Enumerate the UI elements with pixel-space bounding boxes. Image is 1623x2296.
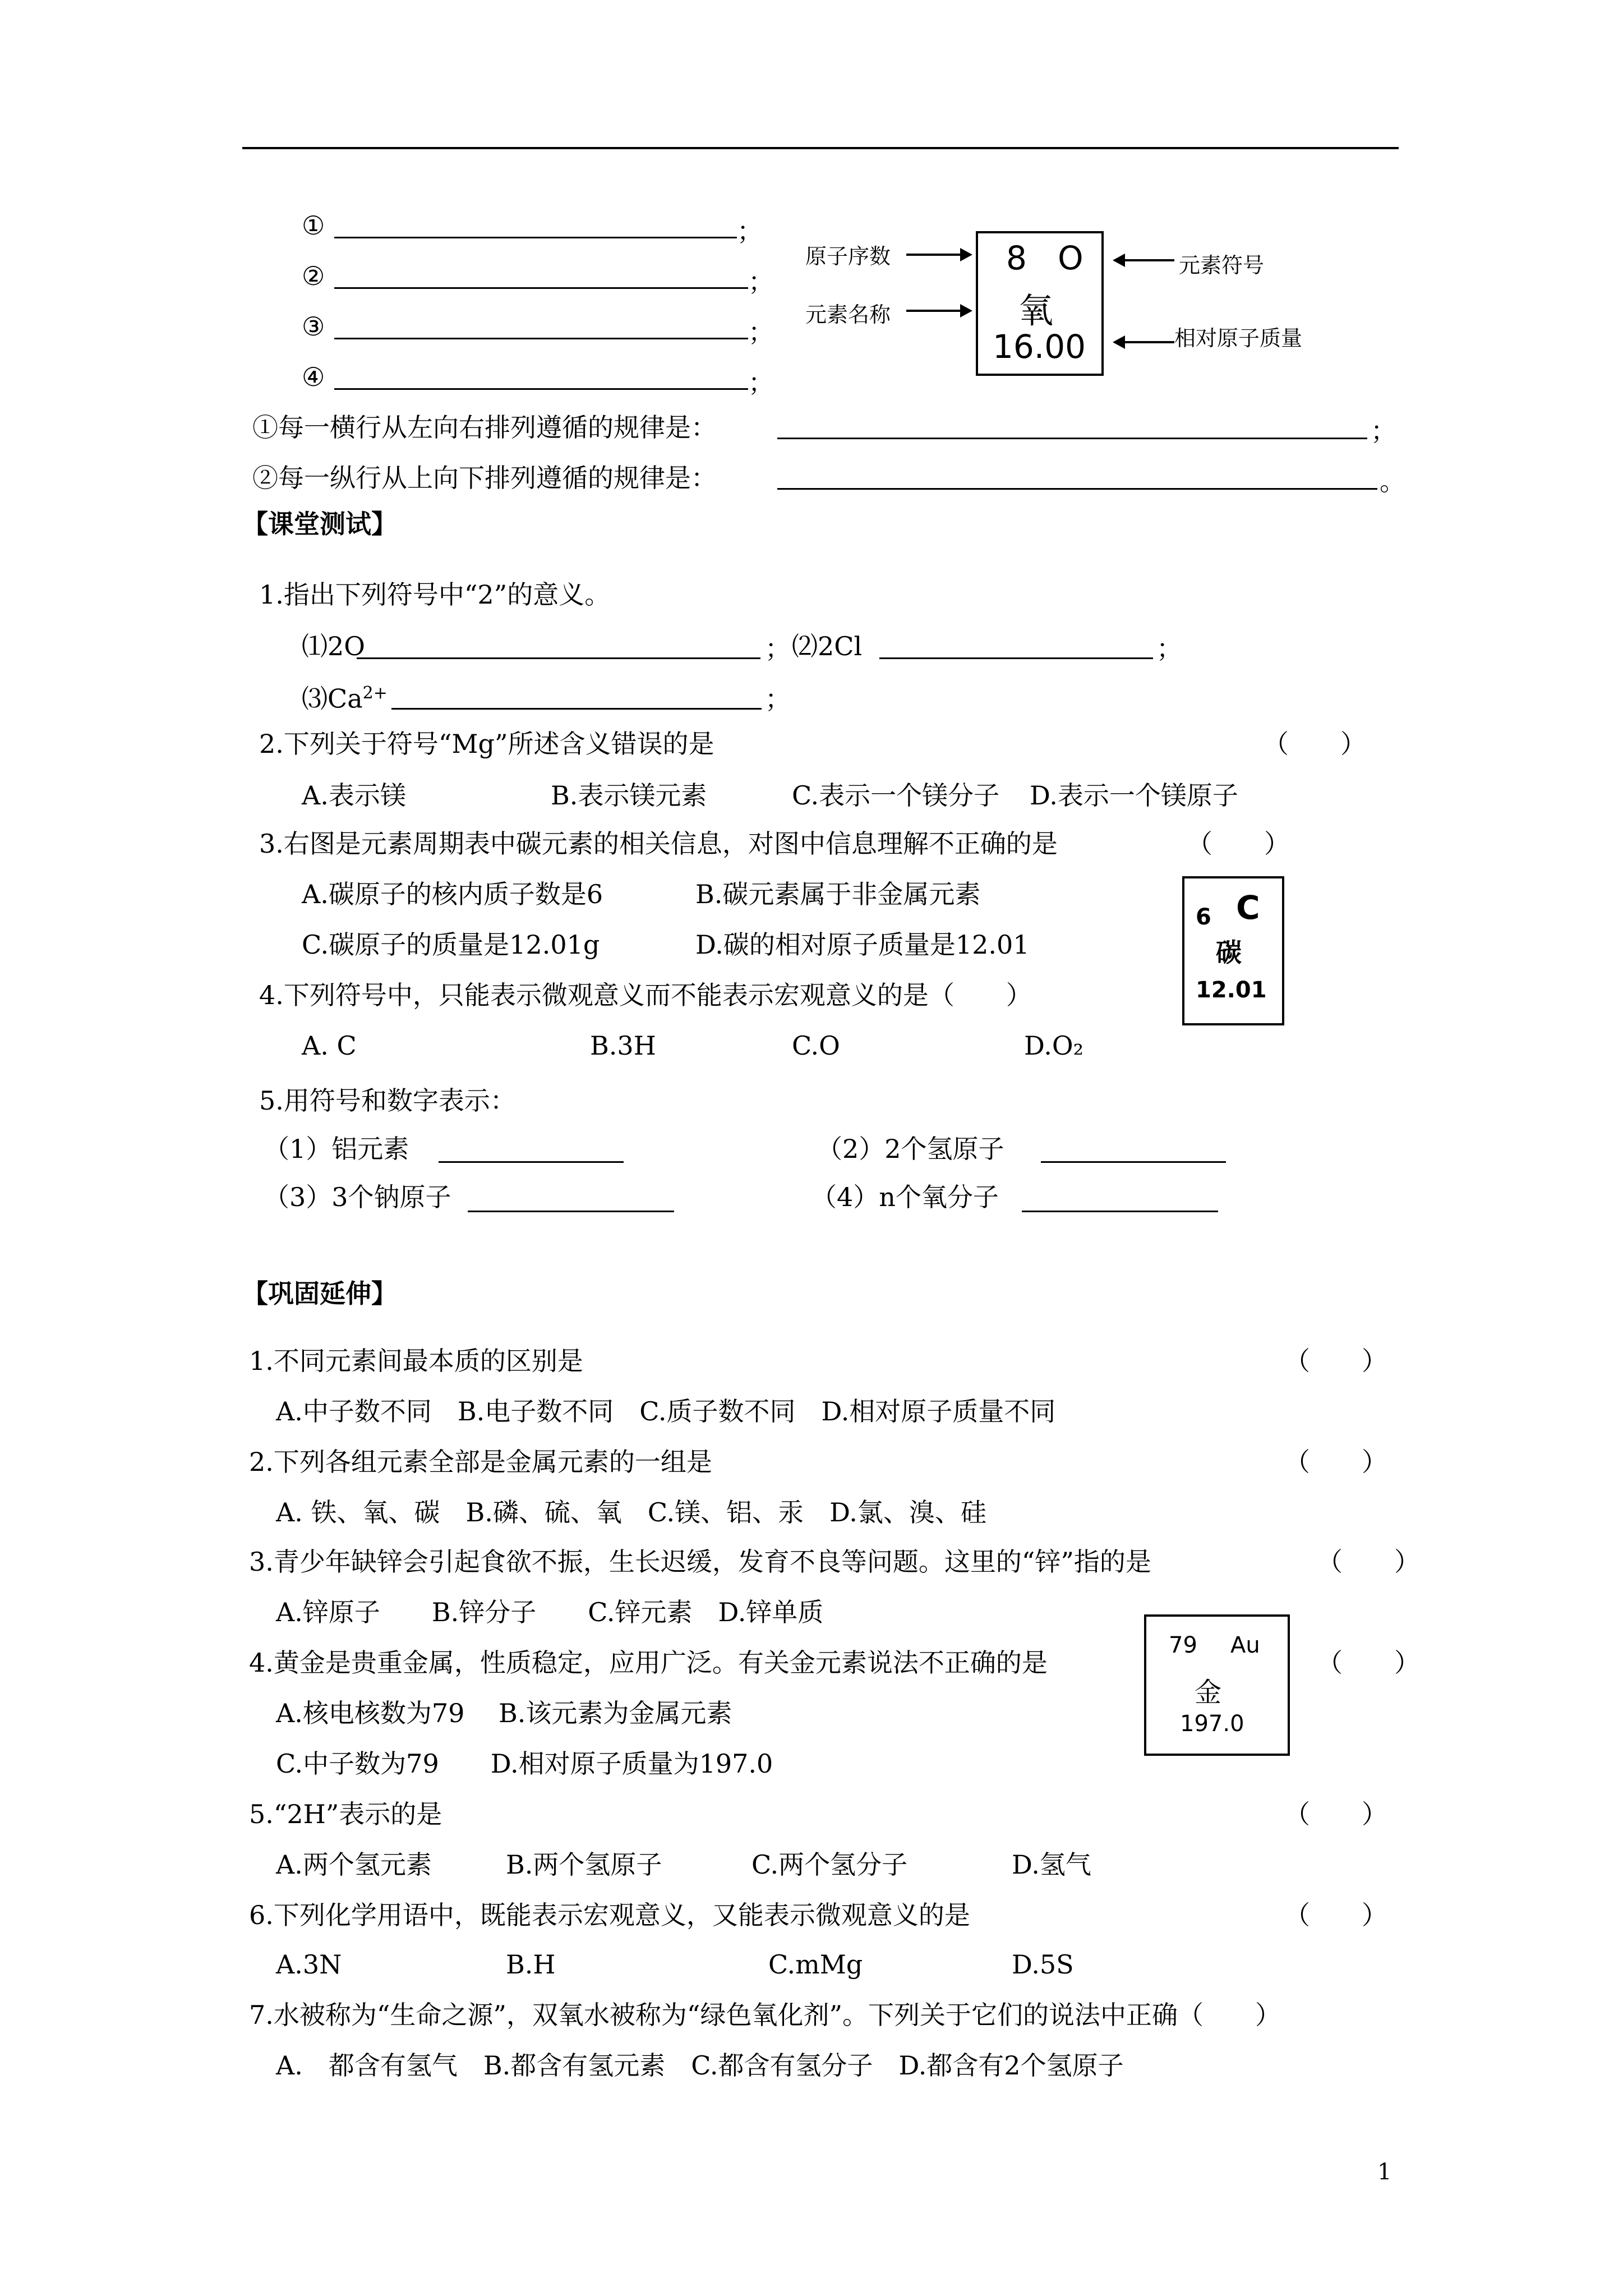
s1-q3-opt-b: B.碳元素属于非金属元素 (695, 879, 981, 909)
rule-col-question: ②每一纵行从上向下排列遵循的规律是： (252, 463, 717, 493)
carbon-name: 碳 (1216, 937, 1242, 968)
s2-q6: 6.下列化学用语中，既能表示宏观意义，又能表示微观意义的是 (249, 1900, 970, 1930)
s1-q2-opt-d: D.表示一个镁原子 (1030, 780, 1238, 811)
atomic-number-label: 原子序数 (805, 244, 891, 269)
gold-name: 金 (1195, 1677, 1222, 1708)
s1-q2-opt-a: A.表示镁 (302, 780, 406, 811)
s2-q2-options: A. 铁、氧、碳 B.磷、硫、氧 C.镁、铝、汞 D.氯、溴、硅 (276, 1497, 986, 1527)
section-title-class-test: 【课堂测试】 (242, 509, 397, 539)
s2-q4: 4.黄金是贵重金属，性质稳定，应用广泛。有关金元素说法不正确的是 (249, 1648, 1048, 1678)
s2-q6-opt-b: B.H (506, 1949, 556, 1980)
element-name: 氧 (1018, 290, 1054, 331)
blank-1-label: ① (302, 210, 325, 241)
semicolon: ； (748, 317, 774, 347)
s2-q5-opt-b: B.两个氢原子 (506, 1849, 662, 1880)
arrow-left-line (1124, 341, 1174, 343)
carbon-element-card (1182, 876, 1284, 1025)
s2-q4-options-2: C.中子数为79 D.相对原子质量为197.0 (276, 1749, 773, 1779)
s1-q1-3-label (302, 677, 388, 715)
element-name-label: 元素名称 (805, 302, 891, 327)
s2-q3: 3.青少年缺锌会引起食欲不振，生长迟缓，发育不良等问题。这里的“锌”指的是 (249, 1547, 1151, 1577)
s1-q1-3-blank[interactable] (391, 708, 762, 710)
s1-q4-opt-d: D.O₂ (1024, 1030, 1084, 1061)
s1-q5-item-3: （3）3个钠原子 (264, 1182, 451, 1212)
s1-q2: 2.下列关于符号“Mg”所述含义错误的是 (259, 729, 714, 759)
semicolon: ； (748, 266, 774, 297)
s2-q5: 5.“2H”表示的是 (249, 1799, 442, 1829)
s1-q4: 4.下列符号中，只能表示微观意义而不能表示宏观意义的是（ ） (259, 980, 1032, 1010)
s1-q2-opt-c: C.表示一个镁分子 (792, 780, 1000, 811)
atomic-number: 8 (1006, 239, 1027, 277)
s1-q1-2-blank[interactable] (879, 657, 1153, 659)
s1-q1-1-label: ⑴2O (302, 631, 365, 661)
arrow-left-icon (1113, 335, 1125, 349)
s1-q5-item-2-blank[interactable] (1041, 1161, 1226, 1163)
s2-q4-options-1: A.核电核数为79 B.该元素为金属元素 (276, 1698, 732, 1728)
carbon-mass: 12.01 (1196, 977, 1267, 1003)
s1-q2-answer-paren: （ ） (1263, 729, 1366, 759)
s1-q5-item-4: （4）n个氧分子 (811, 1182, 999, 1212)
page-number: 1 (1377, 2159, 1392, 2185)
element-symbol: O (1058, 239, 1083, 277)
arrow-left-line (1124, 259, 1174, 261)
section-title-consolidation: 【巩固延伸】 (242, 1278, 397, 1309)
s2-q7-options: A. 都含有氢气 B.都含有氢元素 C.都含有氢分子 D.都含有2个氢原子 (276, 2050, 1124, 2081)
s1-q1-3-charge: 2+ (362, 683, 388, 703)
s1-q3: 3.右图是元素周期表中碳元素的相关信息，对图中信息理解不正确的是 (259, 829, 1058, 859)
gold-number: 79 (1169, 1632, 1197, 1658)
blank-2-label: ② (302, 261, 325, 291)
s2-q3-answer-paren: （ ） (1317, 1547, 1420, 1577)
s1-q2-opt-b: B.表示镁元素 (551, 780, 707, 811)
s1-q5-item-3-blank[interactable] (468, 1211, 674, 1212)
s1-q4-opt-c: C.O (792, 1030, 840, 1061)
s2-q6-opt-c: C.mMg (768, 1949, 863, 1980)
blank-line[interactable] (334, 287, 748, 289)
s2-q7: 7.水被称为“生命之源”，双氧水被称为“绿色氧化剂”。下列关于它们的说法中正确（ ） (249, 2000, 1281, 2030)
s1-q3-opt-d: D.碳的相对原子质量是12.01 (695, 930, 1030, 960)
s2-q6-opt-a: A.3N (276, 1949, 342, 1980)
s1-q5-item-1: （1）铝元素 (264, 1134, 409, 1164)
blank-3-label: ③ (302, 311, 325, 342)
gold-mass: 197.0 (1180, 1711, 1244, 1737)
s2-q2-answer-paren: （ ） (1284, 1447, 1387, 1477)
s1-q3-opt-a: A.碳原子的核内质子数是6 (302, 879, 603, 909)
arrow-left-icon (1113, 254, 1125, 267)
s2-q6-answer-paren: （ ） (1284, 1900, 1387, 1930)
s1-q4-opt-a: A. C (302, 1030, 357, 1061)
mass-label: 相对原子质量 (1174, 326, 1303, 351)
arrow-right-icon (960, 304, 972, 318)
blank-4-label: ④ (302, 362, 325, 392)
s1-q5-item-4-blank[interactable] (1022, 1211, 1218, 1212)
s2-q5-opt-d: D.氢气 (1012, 1849, 1091, 1880)
blank-line[interactable] (334, 237, 737, 238)
rule-row-question: ①每一横行从左向右排列遵循的规律是： (252, 412, 717, 443)
gold-symbol: Au (1230, 1632, 1260, 1658)
s1-q4-opt-b: B.3H (590, 1030, 656, 1061)
s1-q5: 5.用符号和数字表示： (259, 1085, 516, 1116)
s2-q1-options: A.中子数不同 B.电子数不同 C.质子数不同 D.相对原子质量不同 (276, 1396, 1056, 1427)
oxygen-element-card (976, 231, 1104, 376)
semicolon: ； (1371, 416, 1396, 446)
s2-q3-options: A.锌原子 B.锌分子 C.锌元素 D.锌单质 (276, 1597, 824, 1627)
relative-atomic-mass: 16.00 (993, 328, 1086, 366)
period: 。 (1380, 466, 1405, 496)
s1-q1-3-text: ⑶Ca (302, 683, 363, 714)
s2-q5-answer-paren: （ ） (1284, 1799, 1387, 1829)
s2-q6-opt-d: D.5S (1012, 1949, 1074, 1980)
s2-q5-opt-a: A.两个氢元素 (276, 1849, 432, 1880)
s2-q2: 2.下列各组元素全部是金属元素的一组是 (249, 1447, 712, 1477)
s2-q5-opt-c: C.两个氢分子 (751, 1849, 908, 1880)
semicolon: ； (765, 633, 791, 664)
gold-element-card (1144, 1614, 1290, 1756)
symbol-label: 元素符号 (1179, 253, 1265, 278)
semicolon: ； (737, 216, 763, 246)
s1-q5-item-2: （2）2个氢原子 (817, 1134, 1004, 1164)
arrow-right-line (906, 310, 962, 312)
blank-line[interactable] (334, 388, 748, 390)
s1-q3-answer-paren: （ ） (1187, 829, 1290, 859)
carbon-symbol: C (1236, 889, 1260, 927)
s1-q3-opt-c: C.碳原子的质量是12.01g (302, 930, 600, 960)
rule-col-blank[interactable] (777, 488, 1377, 490)
s1-q1: 1.指出下列符号中“2”的意义。 (259, 579, 611, 610)
header-rule (242, 147, 1399, 149)
arrow-right-icon (960, 248, 972, 261)
s1-q1-2-label: ⑵2Cl (792, 631, 863, 661)
carbon-number: 6 (1196, 904, 1211, 930)
semicolon: ； (1156, 633, 1182, 664)
semicolon: ； (765, 684, 791, 714)
semicolon: ； (748, 367, 774, 398)
s2-q1-answer-paren: （ ） (1284, 1346, 1387, 1376)
s1-q5-item-1-blank[interactable] (439, 1161, 624, 1163)
blank-line[interactable] (334, 338, 748, 339)
s2-q1: 1.不同元素间最本质的区别是 (249, 1346, 583, 1376)
rule-row-blank[interactable] (777, 438, 1367, 439)
s2-q4-answer-paren: （ ） (1317, 1648, 1420, 1678)
arrow-right-line (906, 254, 962, 256)
s1-q1-1-blank[interactable] (357, 657, 760, 659)
